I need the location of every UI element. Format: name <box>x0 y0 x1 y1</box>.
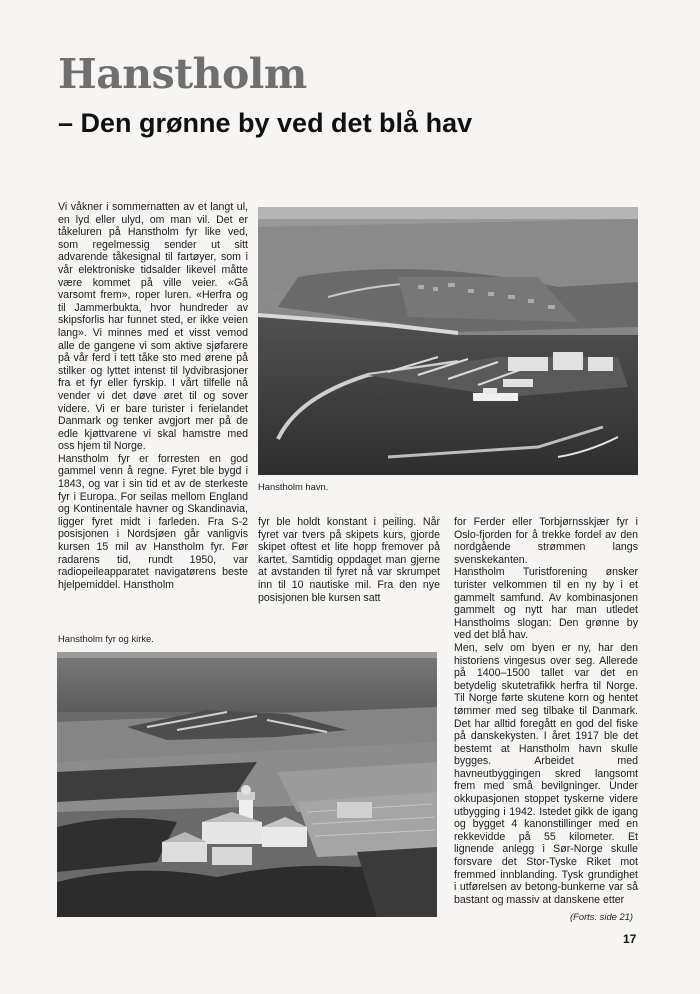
continued-on-page-note: (Forts. side 21) <box>570 911 634 922</box>
harbor-photo-caption: Hanstholm havn. <box>258 481 329 492</box>
text-column-3 <box>454 516 638 906</box>
paragraph: Hanstholm Turistforening ønsker turister velkommen til en ny by i et gammelt samfund. Av kombinasjonen gammelt og nytt har man utledet Hanstholms slogan: Den grønne by ved det blå hav. <box>454 566 638 642</box>
lighthouse-church-aerial-photo <box>57 652 437 917</box>
article-subtitle: – Den grønne by ved det blå hav <box>58 108 473 138</box>
paragraph: for Ferder eller Torbjørnsskjær fyr i Oslo-fjorden for å trekke fordel av den nordgående strømmen langs svenskekanten. <box>454 516 638 566</box>
text-column-1 <box>58 201 248 591</box>
paragraph: Vi våkner i sommernatten av et langt ul, en lyd eller ulyd, om man vil. Det er tåkeluren på Hanstholm fyr like ved, som regelmessig sender ut sitt advarende tåkesignal til fartøyer, som i vår elektroniske tidsalder likevel måtte være kommet på ville veier. «Gå varsomt frem», roper luren. «Herfra og til Jammerbukta, hvor hundreder av skipsforlis har funnet sted, er ikke veien lang». Vi minnes med et visst vemod alle de gangene vi som aktive sjøfarere på vår ferd i tett tåke sto med ørene på stilker og lyttet intenst til lydvibrasjoner fra et fyr eller fyrskip. I vårt tilfelle nå vender vi det døve øret til og sover videre. Vi er bare turister i ferielandet Danmark og tenker avgjort mer på de edle kjøttvarene vi skal hamstre med oss hjem til Norge. <box>58 201 248 453</box>
article-title: Hanstholm <box>58 50 307 98</box>
lighthouse-photo-caption: Hanstholm fyr og kirke. <box>58 633 154 644</box>
paragraph: Hanstholm fyr er forresten en god gammel venn å regne. Fyret ble bygd i 1843, og var i sin tid et av de sterkeste fyr i Europa. For seilas mellom England og Kontinentale havner og Skandinavia, ligger fyret midt i farleden. Fra S-2 posisjonen i Nordsjøen går vanligvis kursen 15 mil av Hanstholm fyr. Før radarens tid, rundt 1950, var radiopeileapparatet navigatørens beste hjelpemiddel. Hanstholm <box>58 452 248 591</box>
paragraph: Men, selv om byen er ny, har den historiens vingesus over seg. Allerede på 1400–1500 tallet var det en betydelig skutetrafikk herfra til Norge. Til Norge førte skutene korn og hentet tømmer med seg tilbake til Danmark. Det har alltid foregått en god del fiske på danskekysten. I året 1917 ble det bestemt at Hanstholm havn skulle bygges. Arbeidet med havneutbyggingen skred langsomt frem med små bevilgninger. Under okkupasjonen stoppet tyskerne videre utbygging i 1942. Istedet gikk de igang og bygget 4 kanonstillinger med en rekkevidde på 55 kilometer. Et lignende anlegg i Sør-Norge skulle forsvare det Stor-Tyske Riket mot fremmed innblanding. Tysk grundighet i utførelsen av betong-bunkerne var så bastant og massiv at danskene etter <box>454 641 638 906</box>
page-number: 17 <box>623 932 637 946</box>
paragraph: fyr ble holdt konstant i peiling. Når fyret var tvers på skipets kurs, gjorde skipet oftest et lite hopp fremover på kartet. Samtidig oppdaget man gjerne at avstanden til fyret nå var skrumpet inn til 10 nautiske mil. Fra den nye posisjonen ble kursen satt <box>258 516 440 604</box>
harbor-aerial-photo <box>258 207 638 475</box>
text-column-2 <box>258 516 440 604</box>
